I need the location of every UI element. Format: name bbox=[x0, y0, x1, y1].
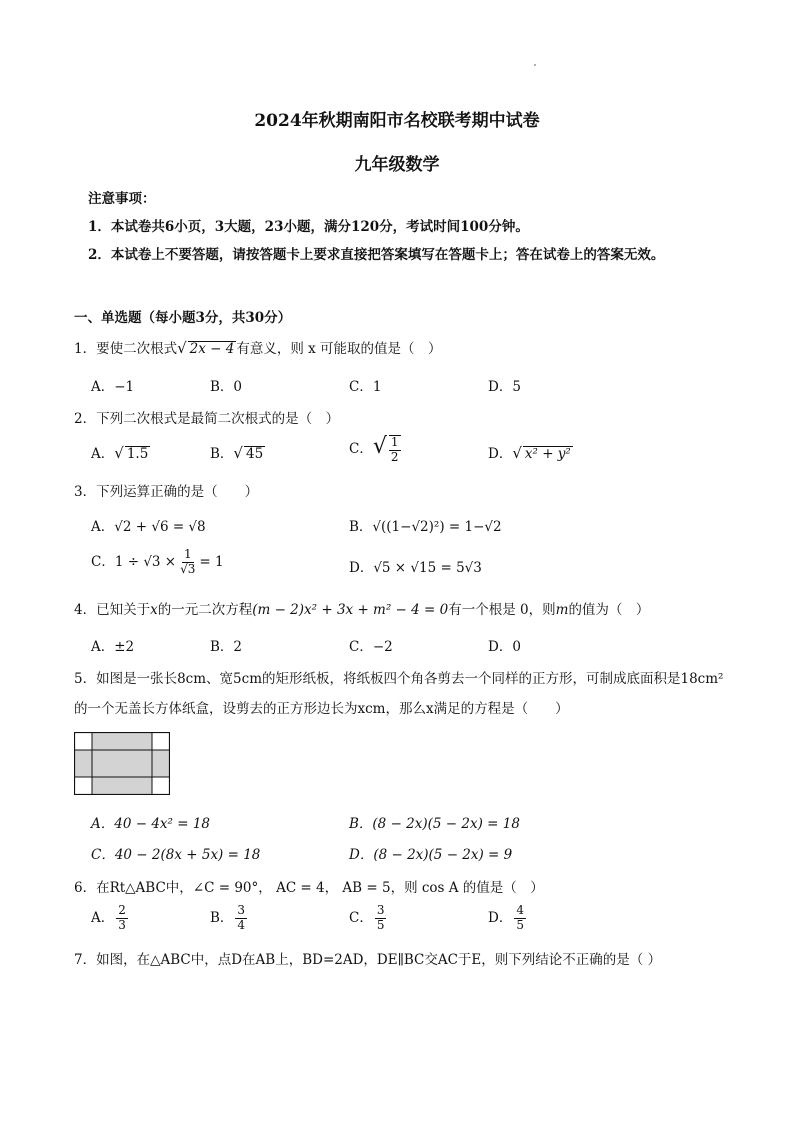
exam-subtitle: 九年级数学 bbox=[354, 155, 440, 175]
q2-option-a: A．√ 1.5 bbox=[91, 444, 149, 462]
notes-item-2: 2．本试卷上不要答题，请按答题卡上要求直接把答案填写在答题卡上；答在试卷上的答案无效。 bbox=[88, 247, 665, 263]
q6-option-d: D． $\frac{4}{5}$ bbox=[488, 903, 524, 932]
q1-pre: 1．要使二次根式 bbox=[74, 341, 178, 357]
q5-figure-corner-bl bbox=[74, 777, 92, 795]
radical-sign: √ bbox=[177, 339, 187, 357]
q2-b-radicand: 45 bbox=[245, 446, 264, 462]
q1-radicand: 2x − 4 bbox=[189, 341, 235, 357]
question-4-stem: 4．已知关于x的一元二次方程(m − 2)x² + 3x + m² − 4 = 0有一个根是 0，则m的值为（ ） bbox=[74, 602, 650, 618]
question-1-stem bbox=[74, 337, 442, 357]
q1-option-a: A．−1 bbox=[91, 379, 135, 395]
q5-figure-cardboard bbox=[74, 732, 170, 795]
question-5-line-2: 的一个无盖长方体纸盒，设剪去的正方形边长为xcm，那么x满足的方程是（ ） bbox=[74, 701, 569, 717]
q4-option-b: B．2 bbox=[210, 639, 243, 655]
q3-option-a: A．√2 + √6 = √8 bbox=[91, 519, 206, 535]
q4-option-a: A．±2 bbox=[91, 639, 135, 655]
exam-title: 2024年秋期南阳市名校联考期中试卷 bbox=[254, 111, 540, 131]
q5-option-a: A．40 − 4x² = 18 bbox=[91, 816, 211, 832]
q1-option-c: C．1 bbox=[349, 379, 382, 395]
q2-option-d: D．√ x² + y² bbox=[488, 444, 571, 462]
section-heading: 一、单选题（每小题3分，共30分） bbox=[74, 310, 292, 326]
question-7-stem: 7．如图，在△ABC中，点D在AB上，BD=2AD，DE∥BC交AC于E，则下列结论不正确的是（ ） bbox=[74, 952, 662, 968]
q4-option-c: C．−2 bbox=[349, 639, 393, 655]
q3-option-c: C．1 ÷ √3 × $\frac{1}{√3}$ = 1 bbox=[91, 547, 224, 576]
q3-option-d: D．√5 × √15 = 5√3 bbox=[349, 560, 482, 576]
q4-equation: (m − 2)x² + 3x + m² − 4 = 0 bbox=[252, 602, 449, 618]
q1-option-d: D．5 bbox=[488, 379, 521, 395]
question-2-stem: 2．下列二次根式是最简二次根式的是（ ） bbox=[74, 411, 340, 427]
q2-a-radicand: 1.5 bbox=[126, 446, 149, 462]
q2-c-fraction: $\frac{1}{2}$ bbox=[390, 434, 399, 464]
q5-option-c: C．40 − 2(8x + 5x) = 18 bbox=[91, 847, 261, 863]
question-6-stem: 6．在Rt△ABC中，∠C = 90°， AC = 4， AB = 5，则 cos A 的值是（ ） bbox=[74, 880, 544, 896]
scan-dot bbox=[534, 64, 536, 66]
q4-option-d: D．0 bbox=[488, 639, 521, 655]
q2-d-radicand: x² + y² bbox=[524, 446, 571, 462]
notes-heading: 注意事项： bbox=[88, 191, 156, 207]
q6-option-b: B． $\frac{3}{4}$ bbox=[210, 903, 246, 932]
q6-option-c: C． $\frac{3}{5}$ bbox=[349, 903, 385, 932]
q5-figure-shaded-band bbox=[74, 750, 170, 777]
q5-option-b: B．(8 − 2x)(5 − 2x) = 18 bbox=[349, 816, 520, 832]
q5-option-d: D．(8 − 2x)(5 − 2x) = 9 bbox=[349, 847, 513, 863]
q5-figure-corner-tr bbox=[152, 732, 170, 750]
q2-option-b: B．√ 45 bbox=[210, 444, 264, 462]
q1-post: 有意义，则 x 可能取的值是（ ） bbox=[236, 341, 442, 357]
q1-option-b: B．0 bbox=[210, 379, 243, 395]
question-5-line-1: 5．如图是一张长8cm、宽5cm的矩形纸板，将纸板四个角各剪去一个同样的正方形，可制成底面积是18cm² bbox=[74, 671, 724, 687]
q5-figure-corner-tl bbox=[74, 732, 92, 750]
q3-option-b: B．√((1−√2)²) = 1−√2 bbox=[349, 519, 502, 535]
question-3-stem: 3．下列运算正确的是（ ） bbox=[74, 484, 259, 500]
notes-item-1: 1．本试卷共6小页，3大题，23小题，满分120分，考试时间100分钟。 bbox=[88, 219, 529, 235]
q5-figure-corner-br bbox=[152, 777, 170, 795]
q2-option-c: C．√ $\frac{1}{2}$ bbox=[349, 434, 399, 464]
q6-option-a: A． $\frac{2}{3}$ bbox=[91, 903, 126, 932]
